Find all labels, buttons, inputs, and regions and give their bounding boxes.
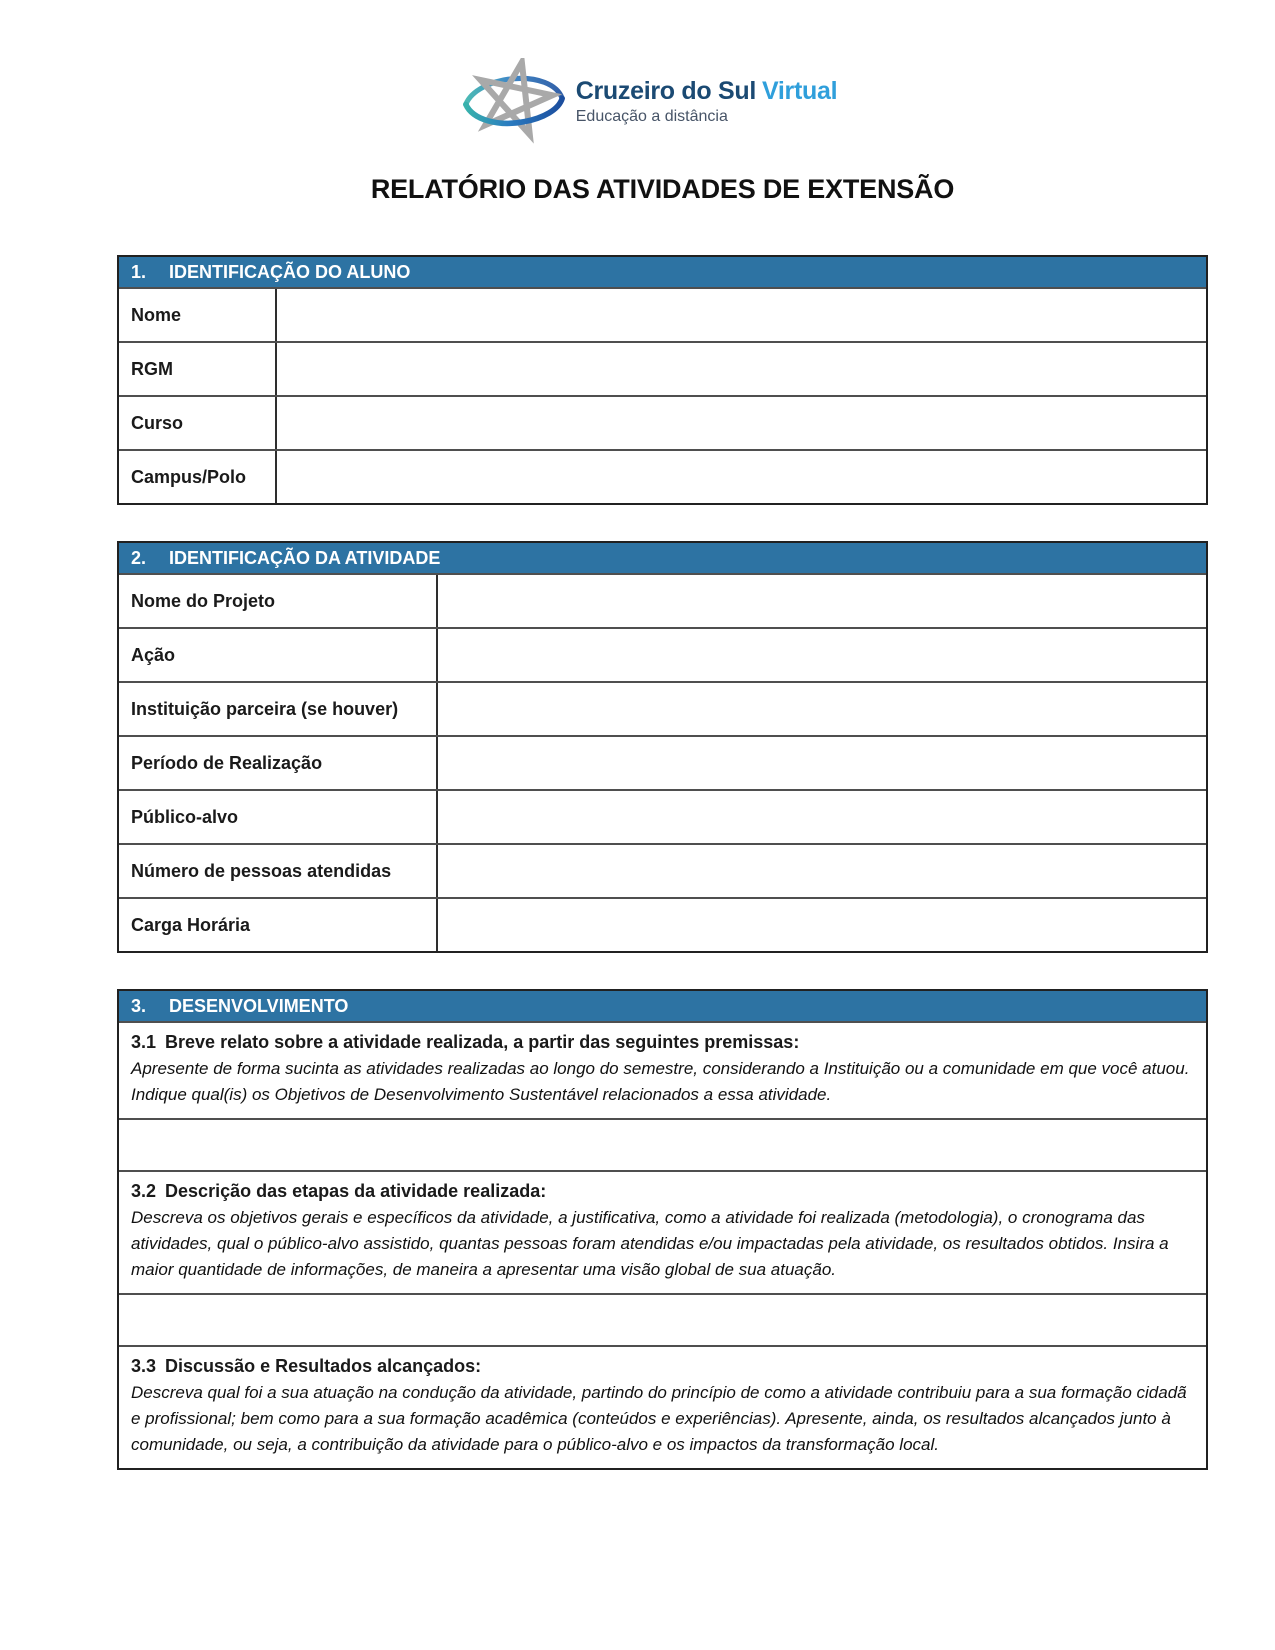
development-item <box>119 1170 1206 1345</box>
page-title: RELATÓRIO DAS ATIVIDADES DE EXTENSÃO <box>370 174 955 204</box>
answer-input[interactable] <box>119 1118 1206 1170</box>
question-guidance: Descreva os objetivos gerais e específicos da atividade, a justificativa, como a atividade foi realizada (metodologia), o cronograma das atividades, qual o público-alvo assistido, quantas pessoas foram atendidas e/ou impactadas pela atividade, os resultados obtidos. Insira a maior quantidade de informações, de maneira a apresentar uma visão global de sua atuação. <box>131 1207 1169 1280</box>
student-rows <box>119 287 1206 503</box>
question-heading <box>131 1181 1192 1202</box>
field-value-input[interactable] <box>438 737 1206 789</box>
question-number: 3.2 <box>131 1180 157 1201</box>
field-value-input[interactable] <box>438 791 1206 843</box>
question-heading <box>131 1032 1192 1053</box>
section-number: 1. <box>131 261 147 282</box>
brand-suffix: Virtual <box>761 76 838 105</box>
form-row <box>119 573 1206 627</box>
field-label: Curso <box>119 397 277 449</box>
field-value-input[interactable] <box>438 575 1206 627</box>
field-label: RGM <box>119 343 277 395</box>
development-items <box>119 1021 1206 1468</box>
question-number: 3.3 <box>131 1355 157 1376</box>
question-number: 3.1 <box>131 1032 157 1052</box>
field-value-input[interactable] <box>277 397 1206 449</box>
field-label: Carga Horária <box>119 899 438 951</box>
question-title: Descrição das etapas da atividade realizada: <box>165 1180 547 1201</box>
field-label: Campus/Polo <box>119 451 277 503</box>
field-value-input[interactable] <box>277 289 1206 341</box>
section-title: IDENTIFICAÇÃO DA ATIVIDADE <box>169 547 441 568</box>
form-row <box>119 449 1206 503</box>
field-label: Número de pessoas atendidas <box>119 845 438 897</box>
form-row <box>119 395 1206 449</box>
answer-input[interactable] <box>119 1293 1206 1345</box>
field-value-input[interactable] <box>438 629 1206 681</box>
section-title: DESENVOLVIMENTO <box>169 995 349 1016</box>
form-row <box>119 627 1206 681</box>
form-row <box>119 843 1206 897</box>
field-label: Nome do Projeto <box>119 575 438 627</box>
field-label: Instituição parceira (se houver) <box>119 683 438 735</box>
question-block <box>119 1021 1206 1118</box>
field-label: Nome <box>119 289 277 341</box>
form-row <box>119 735 1206 789</box>
development-table <box>117 989 1208 1470</box>
brand-name: Cruzeiro do Sul <box>575 76 756 105</box>
field-value-input[interactable] <box>438 845 1206 897</box>
field-label: Ação <box>119 629 438 681</box>
activity-rows <box>119 573 1206 951</box>
field-label: Período de Realização <box>119 737 438 789</box>
development-item <box>119 1021 1206 1170</box>
form-row <box>119 341 1206 395</box>
section-header-student <box>119 257 1206 287</box>
question-heading <box>131 1356 1192 1377</box>
field-value-input[interactable] <box>438 899 1206 951</box>
logo-text <box>576 77 837 126</box>
student-identification-table <box>117 255 1208 505</box>
section-number: 3. <box>131 995 147 1016</box>
form-row <box>119 287 1206 341</box>
form-row <box>119 681 1206 735</box>
question-guidance: Descreva qual foi a sua atuação na condução da atividade, partindo do princípio de como a atividade contribuiu para a sua formação cidadã e profissional; bem como para a sua formação acadêmica (conteúdos e experiências). Apresente, ainda, os resultados alcançados junto à comunidade, ou seja, a contribuição da atividade para o público-alvo e os impactos da transformação local. <box>131 1382 1187 1455</box>
cruzeiro-do-sul-logo <box>87 58 1208 144</box>
field-value-input[interactable] <box>277 451 1206 503</box>
form-row <box>119 897 1206 951</box>
brand-tagline: Educação a distância <box>575 107 728 125</box>
section-header-development <box>119 991 1206 1021</box>
section-header-activity <box>119 543 1206 573</box>
question-block <box>119 1345 1206 1468</box>
field-label: Público-alvo <box>119 791 438 843</box>
section-title: IDENTIFICAÇÃO DO ALUNO <box>169 261 411 282</box>
field-value-input[interactable] <box>277 343 1206 395</box>
question-title: Breve relato sobre a atividade realizada, a partir das seguintes premissas: <box>165 1032 800 1052</box>
star-orbit-icon <box>458 58 570 144</box>
question-block <box>119 1170 1206 1293</box>
question-title: Discussão e Resultados alcançados: <box>165 1355 482 1376</box>
question-guidance: Apresente de forma sucinta as atividades realizadas ao longo do semestre, considerando a Instituição ou a comunidade em que você atuou. Indique qual(is) os Objetivos de Desenvolvimento Sustentável relacionados a essa atividade. <box>131 1059 1190 1105</box>
field-value-input[interactable] <box>438 683 1206 735</box>
activity-identification-table <box>117 541 1208 953</box>
development-item <box>119 1345 1206 1468</box>
document-page <box>117 0 1208 1470</box>
form-row <box>119 789 1206 843</box>
section-number: 2. <box>131 547 147 568</box>
